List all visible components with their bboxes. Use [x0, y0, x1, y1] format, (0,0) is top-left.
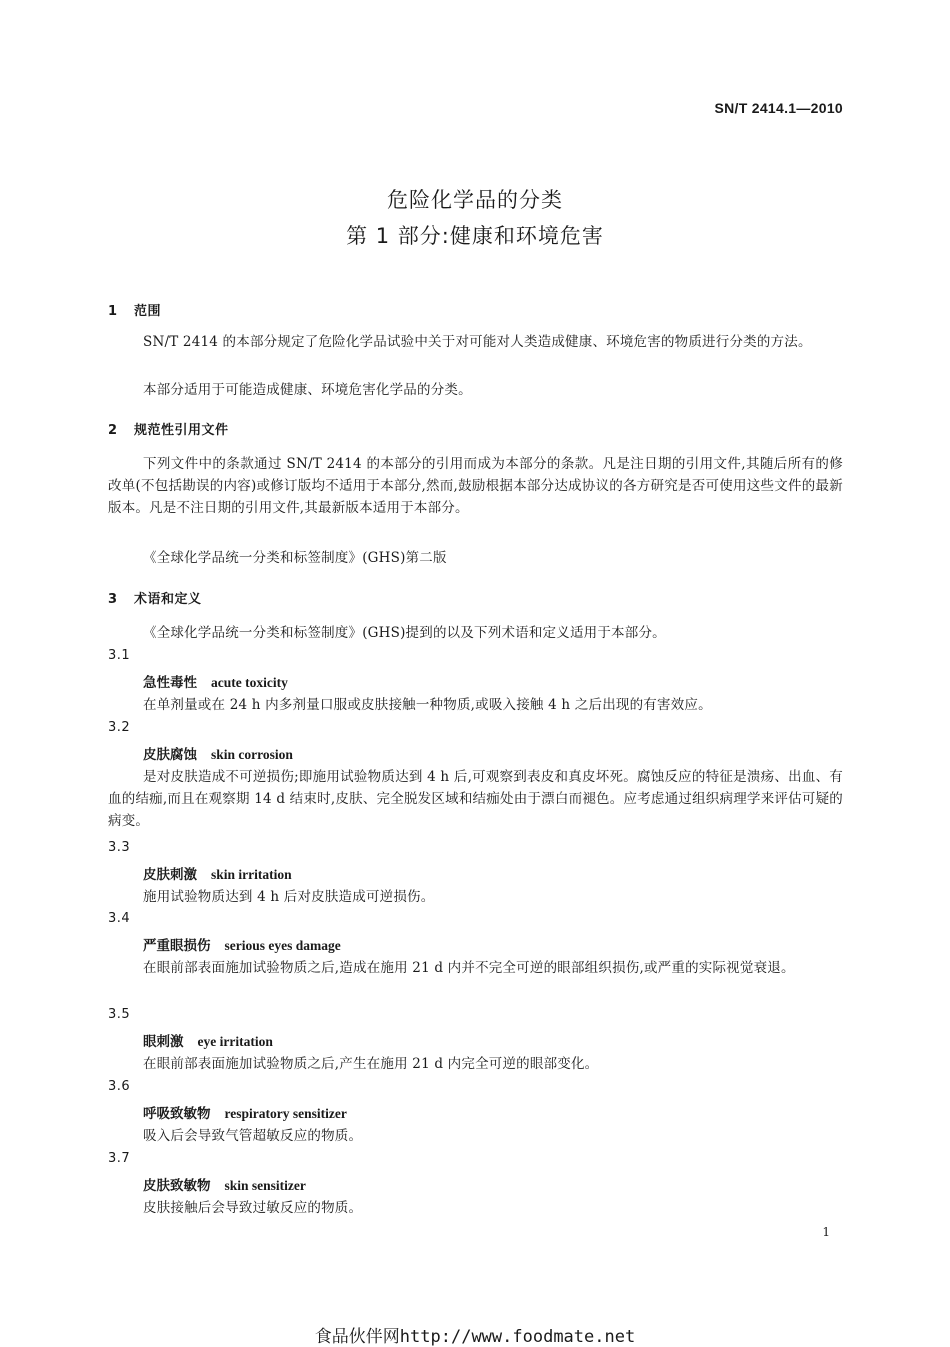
term-zh: 眼刺激: [143, 1034, 184, 1050]
section-number: 2: [108, 423, 118, 438]
term-en: serious eyes damage: [224, 938, 341, 953]
section-title: 术语和定义: [134, 592, 202, 607]
term-zh: 皮肤腐蚀: [143, 747, 197, 763]
term-heading: [143, 743, 293, 763]
term-heading: [143, 1102, 347, 1122]
term-definition: 吸入后会导致气管超敏反应的物质。: [143, 1128, 363, 1144]
section-title: 范围: [134, 304, 162, 319]
term-number: 3.1: [108, 648, 131, 663]
term-zh: 严重眼损伤: [143, 938, 211, 954]
section-1-paragraph-1: SN/T 2414 的本部分规定了危险化学品试验中关于对可能对人类造成健康、环境危害的物质进行分类的方法。: [143, 334, 812, 350]
footer-site-name: 食品伙伴网: [314, 1327, 400, 1347]
section-3-heading: [108, 588, 202, 607]
term-en: skin corrosion: [211, 747, 293, 762]
term-number: 3.5: [108, 1007, 131, 1022]
section-2-heading: [108, 419, 229, 438]
term-definition: 在眼前部表面施加试验物质之后,产生在施用 21 d 内完全可逆的眼部变化。: [143, 1056, 599, 1072]
term-definition: 在眼前部表面施加试验物质之后,造成在施用 21 d 内并不完全可逆的眼部组织损伤,或严重的实际视觉衰退。: [143, 960, 795, 976]
section-3-intro: 《全球化学品统一分类和标签制度》(GHS)提到的以及下列术语和定义适用于本部分。: [143, 625, 666, 641]
term-definition: 是对皮肤造成不可逆损伤;即施用试验物质达到 4 h 后,可观察到表皮和真皮坏死。腐蚀反应的特征是溃疡、出血、有血的结痂,而且在观察期 14 d 结束时,皮肤、完全脱发区域和结痂处由于漂白而褪色。应考虑通过组织病理学来评估可疑的病变。: [108, 769, 843, 829]
term-number: 3.6: [108, 1079, 131, 1094]
term-heading: [143, 1030, 273, 1050]
footer: [0, 1322, 950, 1347]
term-zh: 皮肤刺激: [143, 867, 197, 883]
footer-url-link[interactable]: http://www.foodmate.net: [399, 1327, 636, 1347]
section-2-paragraph-1: 下列文件中的条款通过 SN/T 2414 的本部分的引用而成为本部分的条款。凡是注日期的引用文件,其随后所有的修改单(不包括勘误的内容)或修订版均不适用于本部分,然而,鼓励根据本部分达成协议的各方研究是否可使用这些文件的最新版本。凡是不注日期的引用文件,其最新版本适用于本部分。: [108, 456, 843, 516]
section-number: 3: [108, 592, 118, 607]
term-heading: [143, 1174, 306, 1194]
section-1-heading: [108, 300, 161, 319]
section-1-paragraph-2: 本部分适用于可能造成健康、环境危害化学品的分类。: [143, 382, 472, 398]
section-number: 1: [108, 304, 118, 319]
section-title: 规范性引用文件: [134, 423, 229, 438]
term-heading: [143, 671, 288, 691]
document-subtitle: 第 1 部分:健康和环境危害: [346, 224, 604, 248]
term-zh: 皮肤致敏物: [143, 1178, 211, 1194]
term-number: 3.3: [108, 840, 131, 855]
standard-code: SN/T 2414.1—2010: [714, 100, 843, 116]
document-title: 危险化学品的分类: [387, 188, 563, 212]
term-definition: 在单剂量或在 24 h 内多剂量口服或皮肤接触一种物质,或吸入接触 4 h 之后出现的有害效应。: [143, 697, 712, 713]
term-definition: 施用试验物质达到 4 h 后对皮肤造成可逆损伤。: [143, 889, 435, 905]
term-number: 3.2: [108, 720, 131, 735]
term-number: 3.4: [108, 911, 131, 926]
term-number: 3.7: [108, 1151, 131, 1166]
term-en: skin sensitizer: [224, 1178, 306, 1193]
page-number: 1: [822, 1225, 830, 1239]
term-en: eye irritation: [197, 1034, 273, 1049]
term-heading: [143, 934, 341, 954]
term-en: acute toxicity: [211, 675, 288, 690]
section-2-reference: 《全球化学品统一分类和标签制度》(GHS)第二版: [143, 550, 447, 566]
term-en: skin irritation: [211, 867, 292, 882]
term-heading: [143, 863, 292, 883]
term-zh: 急性毒性: [143, 675, 197, 691]
term-zh: 呼吸致敏物: [143, 1106, 211, 1122]
term-en: respiratory sensitizer: [224, 1106, 347, 1121]
term-definition: 皮肤接触后会导致过敏反应的物质。: [143, 1200, 363, 1216]
